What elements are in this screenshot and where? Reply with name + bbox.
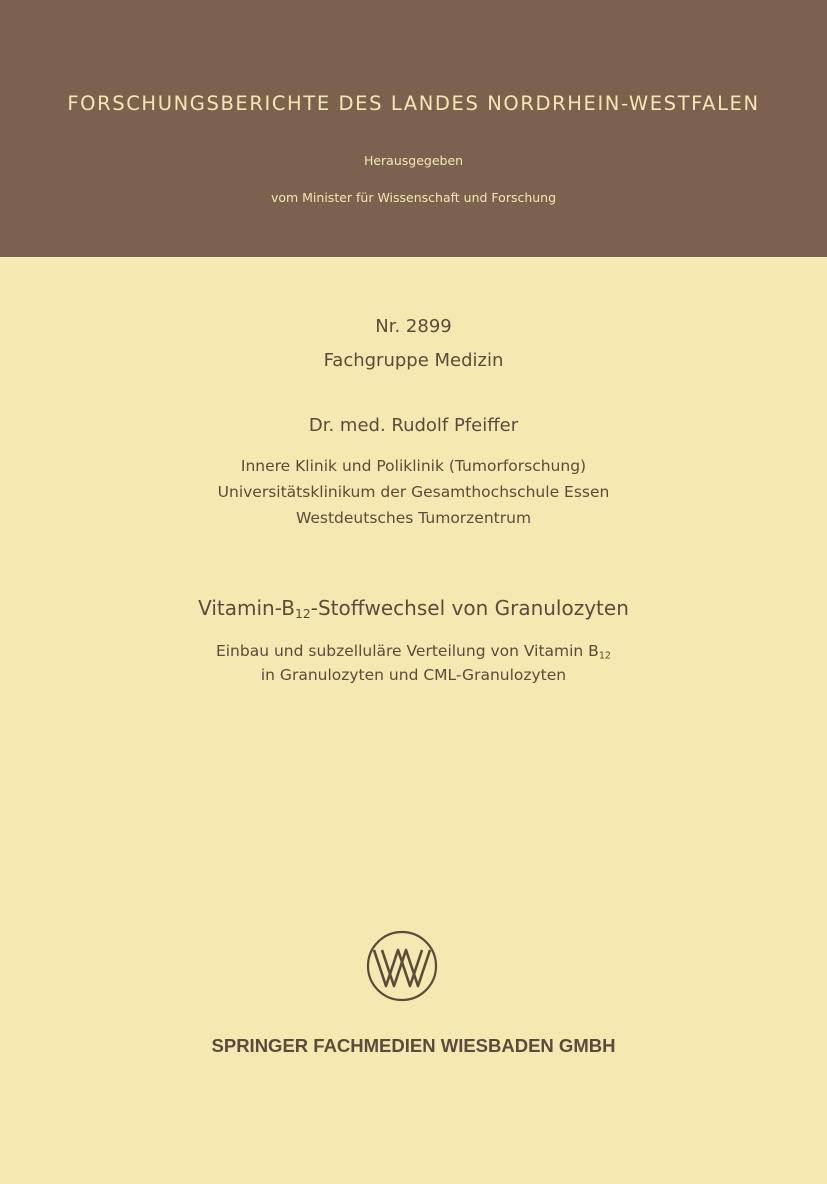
ww-circle-logo-icon: [366, 930, 438, 1002]
series-title: FORSCHUNGSBERICHTE DES LANDES NORDRHEIN-WESTFALEN: [67, 92, 760, 115]
editor-line-1: Herausgegeben: [363, 153, 464, 168]
subtitle-line-1-index: 12: [598, 650, 612, 662]
institution-line-2: Universitätsklinikum der Gesamthochschule Essen: [217, 483, 610, 501]
publisher-imprint: SPRINGER FACHMEDIEN WIESBADEN GMBH: [211, 1035, 616, 1056]
subtitle-line-1-text: Einbau und subzelluläre Verteilung von Vitamin B: [215, 642, 599, 660]
editor-line-2: vom Minister für Wissenschaft und Forschung: [270, 190, 557, 205]
subtitle-line-2: in Granulozyten und CML-Granulozyten: [260, 666, 567, 684]
author-name: Dr. med. Rudolf Pfeiffer: [308, 415, 519, 436]
main-title: [0, 596, 827, 620]
main-title-index: 12: [294, 606, 311, 622]
header-band: [0, 0, 827, 257]
institution-line-3: Westdeutsches Tumorzentrum: [295, 509, 532, 527]
main-title-part-1: Vitamin-B: [198, 596, 295, 620]
institution-line-1: Innere Klinik und Poliklinik (Tumorforschung): [240, 457, 587, 475]
main-title-part-2: -Stoffwechsel von Granulozyten: [310, 596, 629, 620]
report-number: Nr. 2899: [375, 316, 452, 337]
subtitle-line-1: [0, 642, 827, 660]
report-group: Fachgruppe Medizin: [323, 350, 504, 371]
